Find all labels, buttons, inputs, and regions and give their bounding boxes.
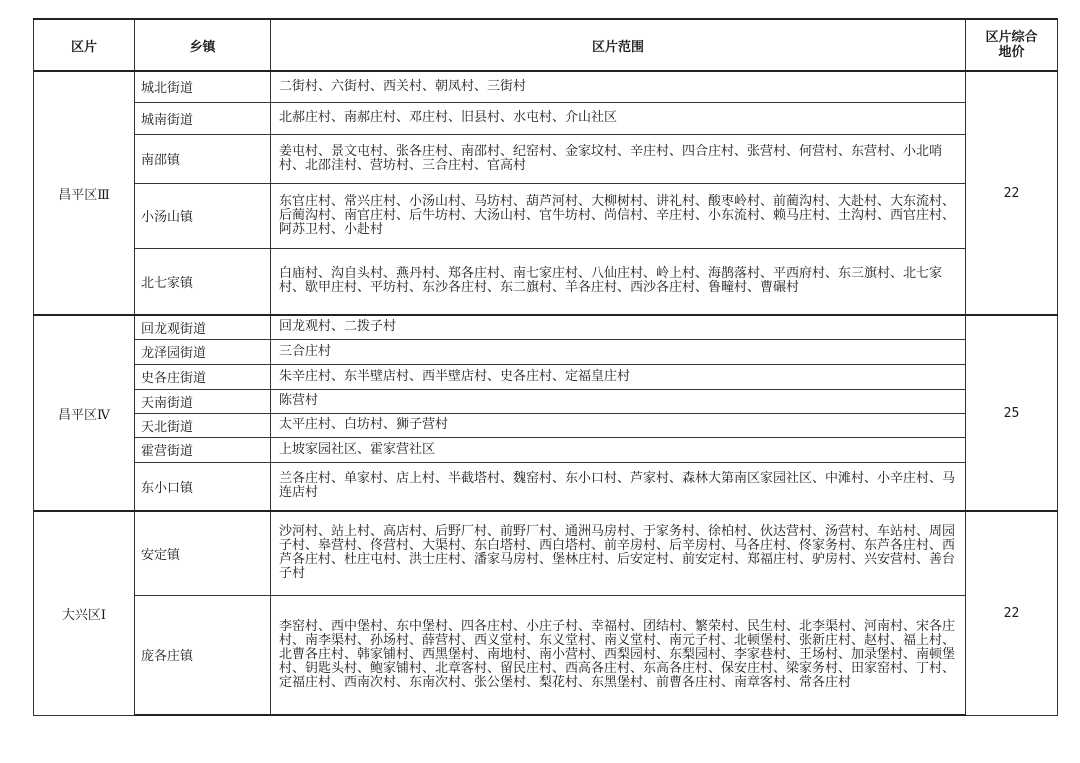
table-row	[34, 315, 1058, 339]
range-cell: 三合庄村	[271, 339, 966, 364]
table-row	[34, 102, 1058, 134]
header-price-line1: 区片综合	[985, 30, 1038, 45]
range-cell: 太平庄村、白坊村、狮子营村	[271, 413, 966, 437]
range-cell: 陈营村	[271, 389, 966, 413]
table-row	[34, 134, 1058, 183]
town-cell: 东小口镇	[135, 462, 271, 511]
range-cell: 回龙观村、二拨子村	[271, 315, 966, 339]
town-cell: 天南街道	[135, 389, 271, 413]
price-cell: 22	[966, 71, 1058, 315]
town-cell: 天北街道	[135, 413, 271, 437]
range-cell: 沙河村、站上村、高店村、后野厂村、前野厂村、通洲马房村、于家务村、徐柏村、伙达营村、汤营村、车站村、周园子村、皋营村、佟营村、大渠村、东白塔村、西白塔村、前辛房村、后辛房村、马各庄村、佟家务村、东芦各庄村、西芦各庄村、杜庄屯村、洪士庄村、潘家马房村、堡林庄村、后安定村、前安定村、郑福庄村、驴房村、兴安营村、善台子村	[271, 511, 966, 595]
land-price-table	[33, 18, 1058, 716]
table-row	[34, 248, 1058, 315]
header-price	[966, 19, 1058, 71]
range-cell: 朱辛庄村、东半壁店村、西半壁店村、史各庄村、定福皇庄村	[271, 364, 966, 389]
district-cell: 昌平区Ⅳ	[34, 315, 135, 511]
land-price-table-sheet	[33, 18, 1057, 716]
range-cell: 二街村、六街村、西关村、朝凤村、三街村	[271, 71, 966, 102]
table-row	[34, 364, 1058, 389]
header-district: 区片	[34, 19, 135, 71]
header-town: 乡镇	[135, 19, 271, 71]
table-row	[34, 71, 1058, 102]
range-cell: 兰各庄村、单家村、店上村、半截塔村、魏窑村、东小口村、芦家村、森林大第南区家园社区、中滩村、小辛庄村、马连店村	[271, 462, 966, 511]
town-cell: 北七家镇	[135, 248, 271, 315]
price-cell: 22	[966, 511, 1058, 715]
table-header-row	[34, 19, 1058, 71]
table-body	[34, 71, 1058, 715]
town-cell: 庞各庄镇	[135, 595, 271, 715]
range-cell: 白庙村、沟自头村、燕丹村、郑各庄村、南七家庄村、八仙庄村、岭上村、海鹊落村、平西府村、东三旗村、北七家村、歇甲庄村、平坊村、东沙各庄村、东二旗村、羊各庄村、西沙各庄村、鲁疃村、曹碾村	[271, 248, 966, 315]
town-cell: 南邵镇	[135, 134, 271, 183]
town-cell: 安定镇	[135, 511, 271, 595]
town-cell: 史各庄街道	[135, 364, 271, 389]
range-cell: 李窑村、西中堡村、东中堡村、四各庄村、小庄子村、幸福村、团结村、繁荣村、民生村、北李渠村、河南村、宋各庄村、南李渠村、孙场村、薛营村、西义堂村、东义堂村、南义堂村、南元子村、北顿堡村、张新庄村、赵村、福上村、北曹各庄村、韩家铺村、西黑堡村、南地村、南小营村、西梨园村、东梨园村、李家巷村、王场村、加录堡村、南顿堡村、钥匙头村、鲍家铺村、北章客村、留民庄村、西高各庄村、东高各庄村、保安庄村、梁家务村、田家窑村、丁村、定福庄村、西南次村、东南次村、张公堡村、梨花村、东黑堡村、前曹各庄村、南章客村、常各庄村	[271, 595, 966, 715]
range-cell: 东官庄村、常兴庄村、小汤山村、马坊村、葫芦河村、大柳树村、讲礼村、酸枣岭村、前蔺沟村、大赴村、大东流村、后蔺沟村、南官庄村、后牛坊村、大汤山村、官牛坊村、尚信村、辛庄村、小东流村、赖马庄村、土沟村、西官庄村、阿苏卫村、小赴村	[271, 183, 966, 248]
table-row	[34, 339, 1058, 364]
range-cell: 上坡家园社区、霍家营社区	[271, 437, 966, 462]
district-cell: 昌平区Ⅲ	[34, 71, 135, 315]
table-row	[34, 595, 1058, 715]
table-row	[34, 437, 1058, 462]
range-cell: 北郝庄村、南郝庄村、邓庄村、旧县村、水屯村、介山社区	[271, 102, 966, 134]
table-row	[34, 389, 1058, 413]
table-row	[34, 413, 1058, 437]
range-cell: 姜屯村、景文屯村、张各庄村、南邵村、纪窑村、金家坟村、辛庄村、四合庄村、张营村、何营村、东营村、小北哨村、北邵洼村、营坊村、三合庄村、官高村	[271, 134, 966, 183]
district-cell: 大兴区Ⅰ	[34, 511, 135, 715]
table-row	[34, 462, 1058, 511]
town-cell: 霍营街道	[135, 437, 271, 462]
town-cell: 回龙观街道	[135, 315, 271, 339]
table-row	[34, 511, 1058, 595]
price-cell: 25	[966, 315, 1058, 511]
header-price-line2: 地价	[998, 45, 1025, 60]
town-cell: 城北街道	[135, 71, 271, 102]
header-range: 区片范围	[271, 19, 966, 71]
table-row	[34, 183, 1058, 248]
town-cell: 小汤山镇	[135, 183, 271, 248]
town-cell: 城南街道	[135, 102, 271, 134]
town-cell: 龙泽园街道	[135, 339, 271, 364]
